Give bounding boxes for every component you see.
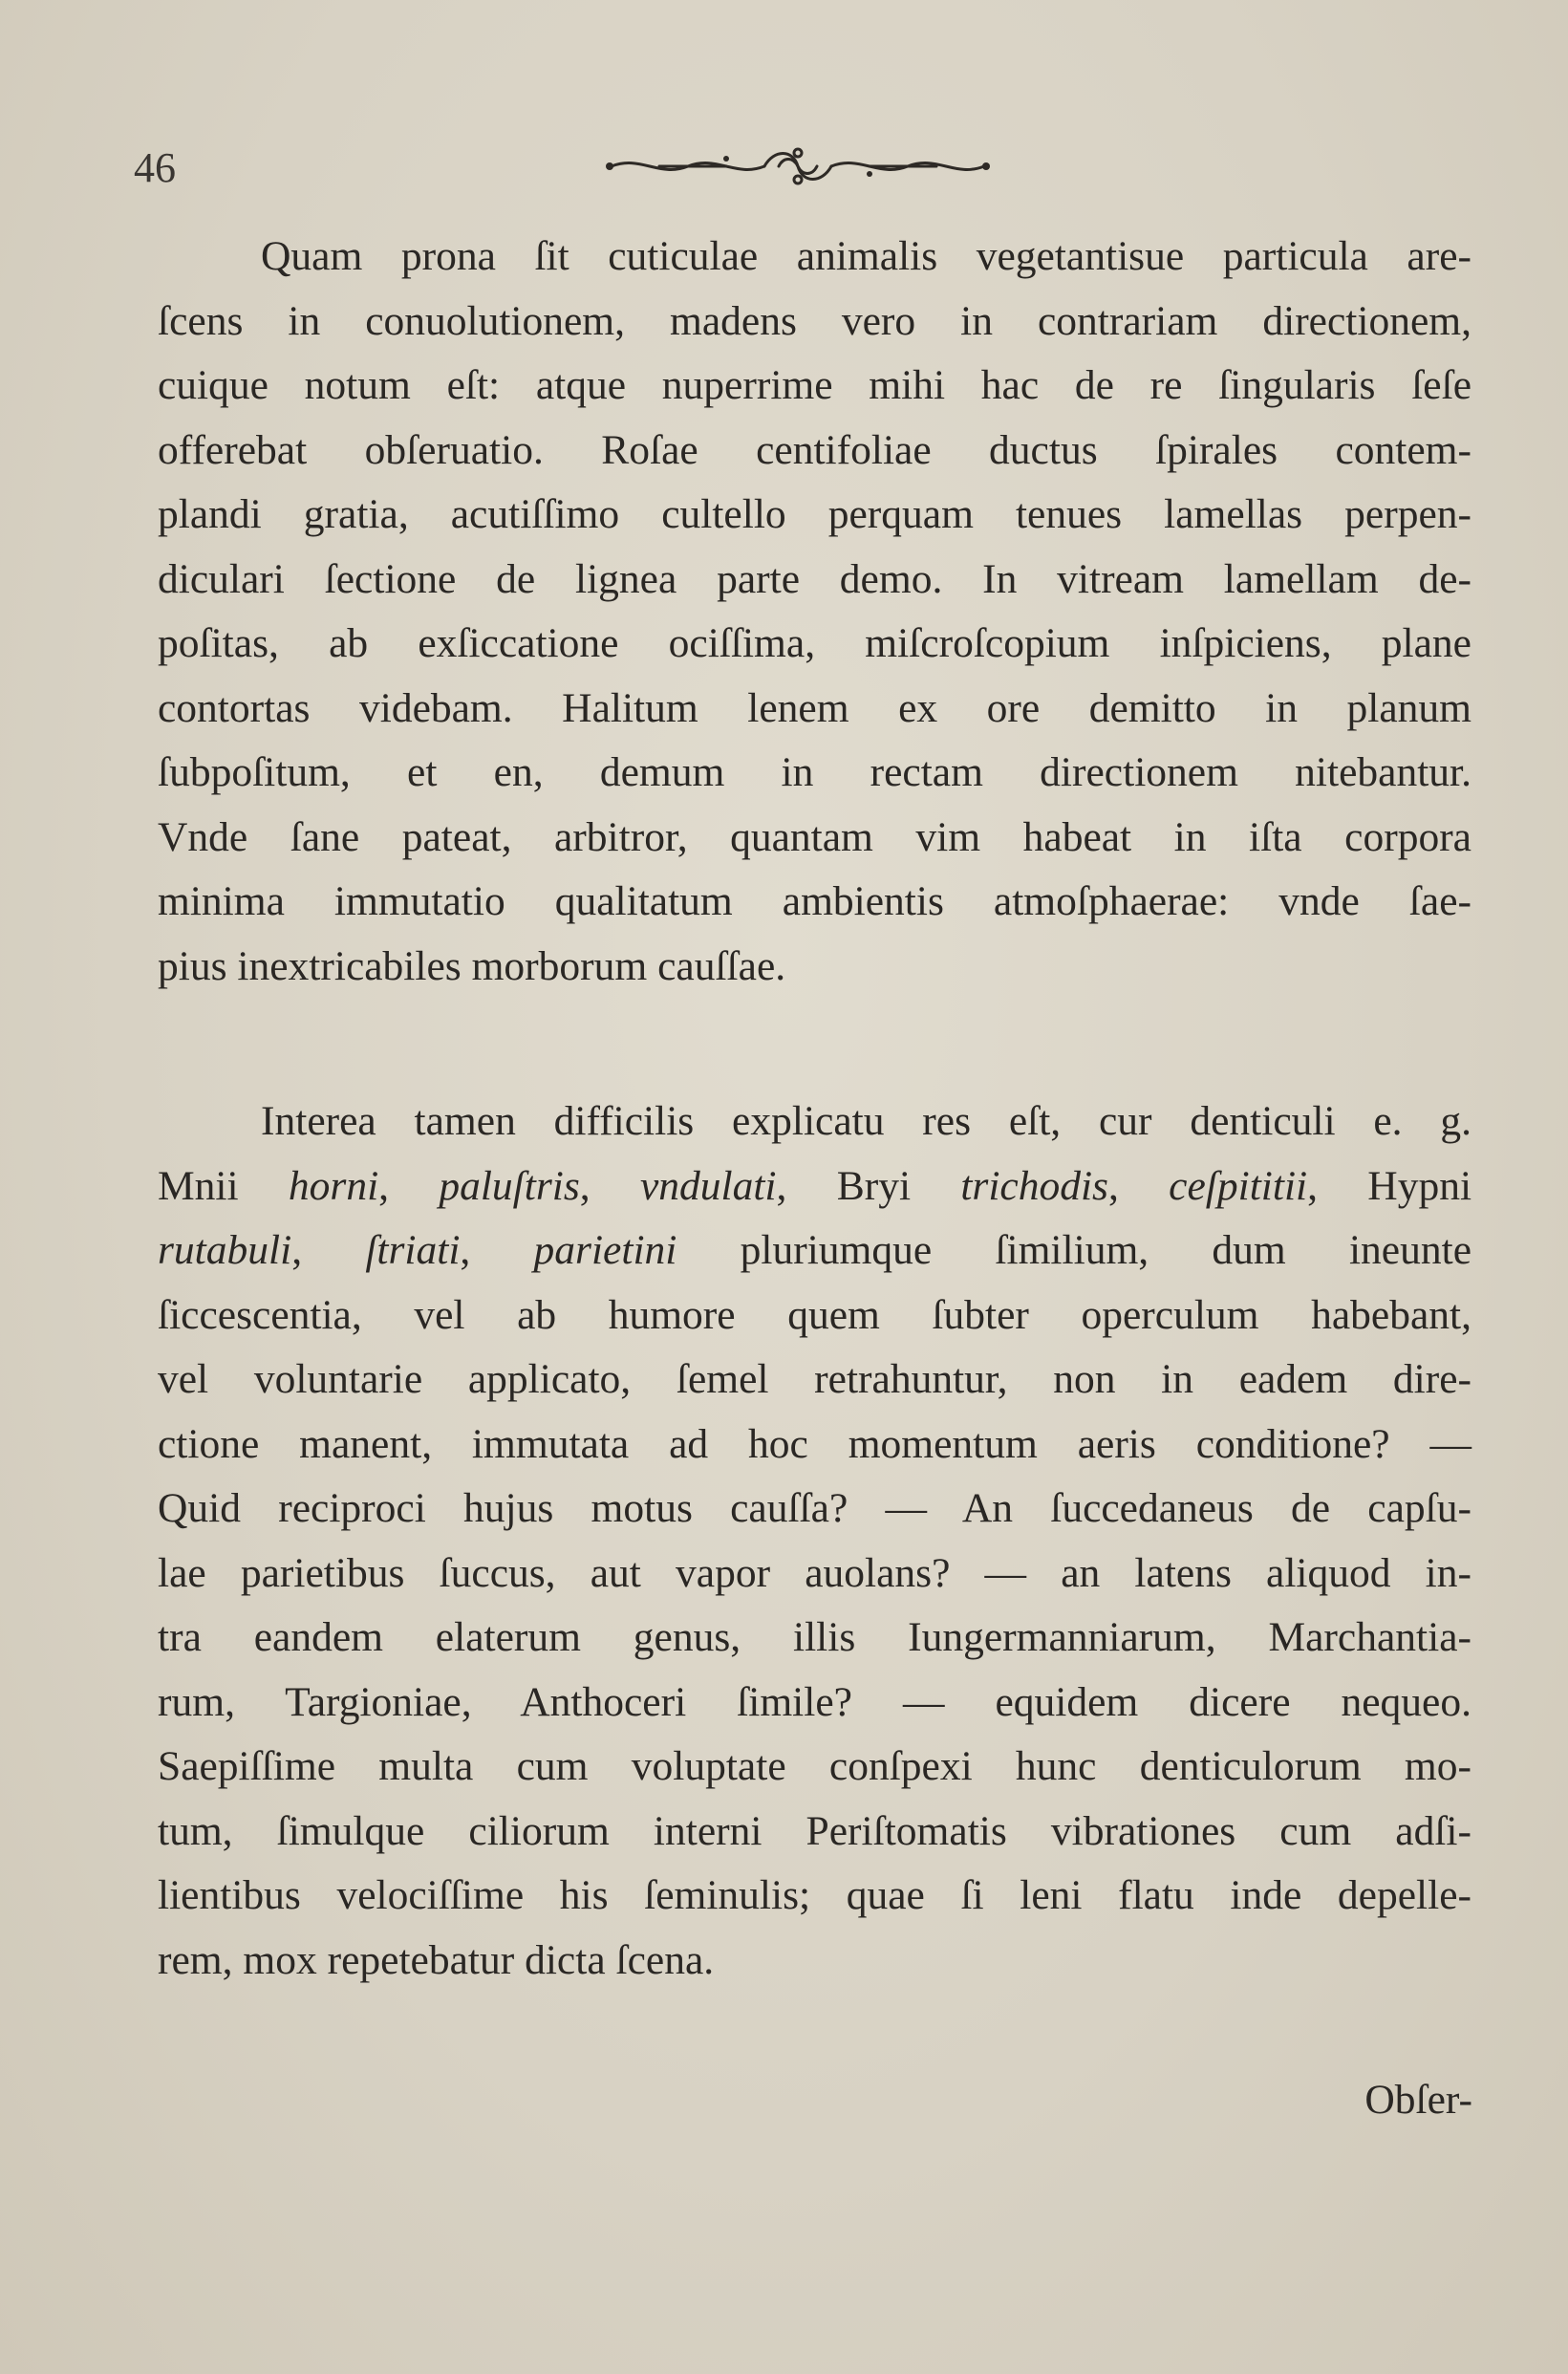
text-segment: ,: [460, 1227, 534, 1273]
text-segment: Mnii: [158, 1162, 289, 1209]
italic-term: horni: [288, 1162, 379, 1209]
text-line: [158, 612, 1471, 677]
text-segment: , Hypni: [1307, 1162, 1472, 1209]
text-segment: cuique notum eſt: atque nuperrime mihi hac de re ſingularis ſeſe: [158, 362, 1471, 408]
italic-term: vndulati: [639, 1162, 777, 1209]
italic-term: paluſtris: [439, 1162, 580, 1209]
text-line: [158, 1800, 1471, 1865]
text-segment: diculari ſectione de lignea parte demo. In vitream lamellam de-: [158, 555, 1471, 602]
text-segment: plandi gratia, acutiſſimo cultello perquam tenues lamellas perpen-: [158, 491, 1471, 537]
text-segment: minima immutatio qualitatum ambientis atmoſphaerae: vnde ſae-: [158, 878, 1471, 924]
text-segment: , Bryi: [776, 1162, 961, 1209]
text-line: [158, 1219, 1471, 1284]
text-line: [158, 870, 1471, 935]
text-segment: Quam prona ſit cuticulae animalis vegetantisue particula are-: [261, 233, 1471, 279]
text-segment: ,: [378, 1162, 440, 1209]
text-segment: rum, Targioniae, Anthoceri ſimile? — equidem dicere nequeo.: [158, 1678, 1471, 1725]
italic-term: parietini: [533, 1227, 677, 1273]
catchword: Obſer-: [1364, 2077, 1472, 2123]
text-line: [158, 548, 1471, 613]
text-line: [158, 483, 1471, 548]
text-line: [158, 741, 1471, 806]
italic-term: rutabuli: [158, 1227, 292, 1273]
text-line: [158, 677, 1471, 742]
text-segment: Vnde ſane pateat, arbitror, quantam vim habeat in iſta corpora: [158, 813, 1471, 860]
text-line: [158, 290, 1471, 355]
text-segment: lae parietibus ſuccus, aut vapor auolans? — an latens aliquod in-: [158, 1549, 1471, 1596]
text-line: [158, 1348, 1471, 1413]
text-line: [158, 1671, 1471, 1736]
italic-term: ſtriati: [365, 1227, 461, 1273]
italic-term: ceſpititii: [1169, 1162, 1308, 1209]
text-segment: tra eandem elaterum genus, illis Iungermanniarum, Marchantia-: [158, 1614, 1471, 1660]
text-line: [158, 225, 1471, 290]
text-segment: Interea tamen difficilis explicatu res eſt, cur denticuli e. g.: [261, 1098, 1471, 1144]
text-segment: Saepiſſime multa cum voluptate conſpexi hunc denticulorum mo-: [158, 1743, 1471, 1789]
text-line: [158, 1090, 1471, 1155]
text-segment: rem, mox repetebatur dicta ſcena.: [158, 1936, 715, 1983]
text-segment: ctione manent, immutata ad hoc momentum aeris conditione? —: [158, 1420, 1471, 1467]
text-segment: ,: [1107, 1162, 1170, 1209]
text-segment: Quid reciproci hujus motus cauſſa? — An ſuccedaneus de capſu-: [158, 1485, 1471, 1531]
text-segment: vel voluntarie applicato, ſemel retrahuntur, non in eadem dire-: [158, 1356, 1471, 1402]
text-line: [158, 419, 1471, 484]
text-line: [158, 1606, 1471, 1671]
text-segment: pius inextricabiles morborum cauſſae.: [158, 942, 786, 989]
text-segment: contortas videbam. Halitum lenem ex ore demitto in planum: [158, 684, 1471, 731]
text-line: [158, 806, 1471, 871]
text-segment: ,: [291, 1227, 366, 1273]
text-segment: tum, ſimulque ciliorum interni Periſtomatis vibrationes cum adſi-: [158, 1807, 1471, 1854]
text-line: [158, 935, 1471, 1000]
text-segment: ſubpoſitum, et en, demum in rectam directionem nitebantur.: [158, 749, 1471, 795]
text-line: [158, 1735, 1471, 1800]
italic-term: trichodis: [960, 1162, 1108, 1209]
text-line: [158, 1477, 1471, 1542]
text-line: [158, 1413, 1471, 1478]
text-segment: ſiccescentia, vel ab humore quem ſubter operculum habebant,: [158, 1291, 1471, 1338]
text-segment: offerebat obſeruatio. Roſae centifoliae ductus ſpirales contem-: [158, 426, 1471, 473]
text-line: [158, 1284, 1471, 1349]
text-segment: pluriumque ſimilium, dum ineunte: [677, 1227, 1472, 1273]
text-line: [158, 1155, 1471, 1219]
text-line: [158, 1542, 1471, 1607]
text-segment: poſitas, ab exſiccatione ociſſima, miſcroſcopium inſpiciens, plane: [158, 620, 1471, 666]
paragraph-2: [158, 1090, 1471, 1993]
text-line: [158, 354, 1471, 419]
text-line: [158, 1864, 1471, 1929]
text-line: [158, 1929, 1471, 1994]
decorative-headpiece-icon: [602, 145, 994, 187]
page-number: 46: [134, 144, 176, 191]
text-segment: ,: [579, 1162, 640, 1209]
text-segment: ſcens in conuolutionem, madens vero in contrariam directionem,: [158, 297, 1471, 344]
paragraph-1: [158, 225, 1471, 999]
text-segment: lientibus velociſſime his ſeminulis; quae ſi leni flatu inde depelle-: [158, 1872, 1471, 1918]
